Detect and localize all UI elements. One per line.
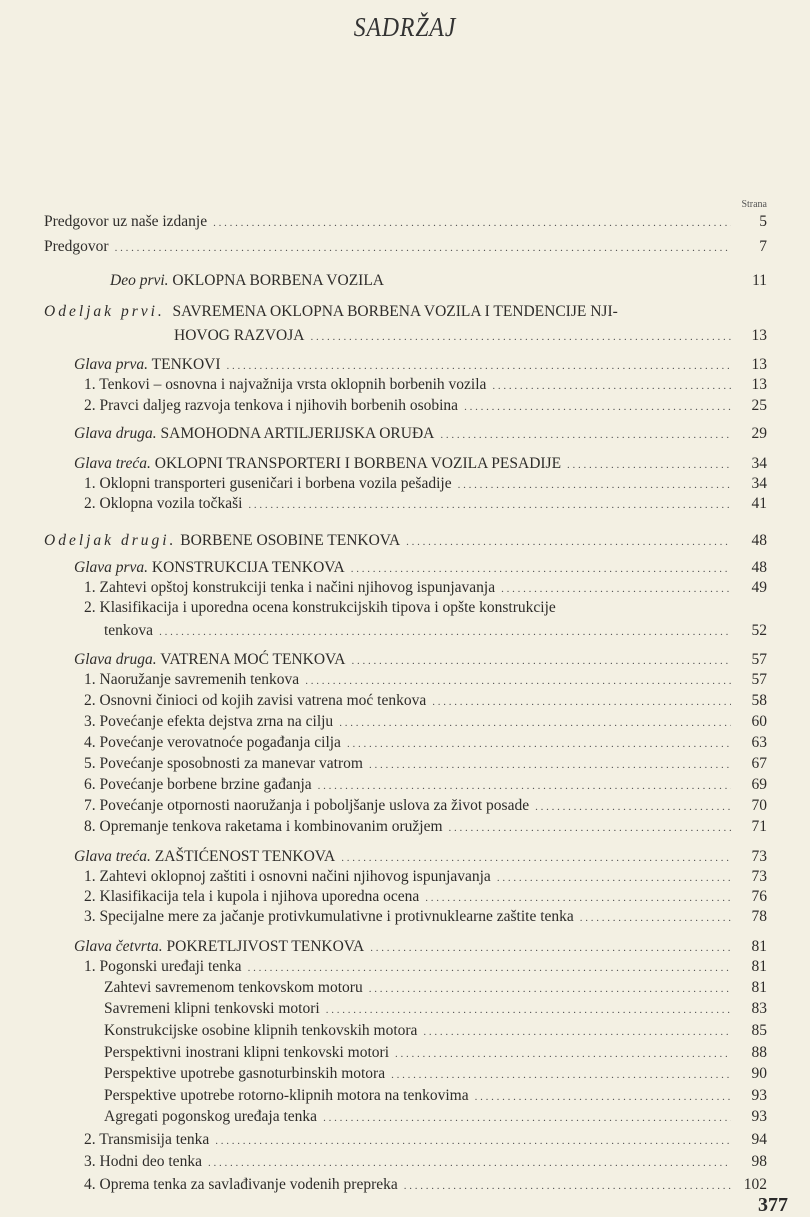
dot-leader (567, 457, 731, 473)
dot-leader (580, 910, 731, 926)
toc-title: SADRŽAJ (353, 12, 457, 42)
entry-page: 94 (751, 1131, 767, 1148)
entry-label: 4. Oprema tenka za savlađivanje vodenih prepreka (84, 1176, 398, 1193)
entry-page: 60 (751, 713, 767, 730)
toc-part[interactable] (110, 270, 767, 290)
chapter-title: VATRENA MOĆ TENKOVA (160, 651, 346, 668)
section-title: BORBENE OSOBINE TENKOVA (180, 532, 401, 549)
entry-page: 83 (751, 1000, 767, 1017)
entry-page: 11 (752, 272, 767, 289)
dot-leader (370, 940, 731, 956)
entry-label: 3. Povećanje efekta dejstva zrna na cilju (84, 713, 334, 730)
entry-page: 102 (743, 1176, 767, 1193)
toc-entry[interactable] (84, 753, 767, 773)
dot-leader (406, 534, 731, 550)
toc-entry[interactable] (84, 690, 767, 710)
chapter-entry[interactable] (74, 453, 767, 473)
dot-leader (115, 240, 731, 256)
dot-leader (497, 870, 731, 886)
entry-page: 41 (751, 495, 767, 512)
dot-leader (501, 581, 731, 597)
dot-leader (326, 1002, 731, 1018)
entry-page: 49 (751, 579, 767, 596)
entry-page: 25 (751, 397, 767, 414)
entry-label: 2. Osnovni činioci od kojih zavisi vatrena moć tenkova (84, 692, 427, 709)
section-prefix: Odeljak drugi. (44, 532, 177, 549)
entry-label: 1. Pogonski uređaji tenka (84, 958, 242, 975)
entry-page: 81 (751, 938, 767, 955)
dot-leader (213, 215, 731, 231)
toc-entry[interactable] (84, 577, 767, 597)
toc-entry[interactable] (44, 236, 767, 256)
entry-label: 1. Zahtevi oklopnoj zaštiti i osnovni načini njihovog ispunjavanja (84, 868, 491, 885)
section-title-line1: SAVREMENA OKLOPNA BORBENA VOZILA I TENDENCIJE NJI- (172, 303, 618, 320)
entry-page: 13 (751, 327, 767, 344)
entry-page: 78 (751, 908, 767, 925)
entry-label: Predgovor (44, 238, 109, 255)
entry-page: 88 (751, 1044, 767, 1061)
toc-entry[interactable] (174, 325, 767, 345)
entry-page: 58 (751, 692, 767, 709)
dot-leader (351, 653, 731, 669)
entry-label: 2. Klasifikacija tela i kupola i njihova uporedna ocena (84, 888, 420, 905)
dot-leader (248, 497, 731, 513)
chapter-prefix: Glava druga. (74, 425, 157, 442)
section-heading[interactable] (44, 530, 767, 550)
entry-page: 63 (751, 734, 767, 751)
entry-page: 73 (751, 848, 767, 865)
entry-page: 29 (751, 425, 767, 442)
entry-label: Savremeni klipni tenkovski motori (104, 1000, 320, 1017)
entry-label: 1. Tenkovi – osnovna i najvažnija vrsta oklopnih borbenih vozila (84, 376, 487, 393)
dot-leader (395, 1046, 731, 1062)
entry-label: 1. Naoružanje savremenih tenkova (84, 671, 300, 688)
chapter-entry[interactable] (74, 649, 767, 669)
entry-label: Agregati pogonskog uređaja tenka (104, 1108, 318, 1125)
entry-label: 5. Povećanje sposobnosti za manevar vatrom (84, 755, 363, 772)
dot-leader (432, 694, 731, 710)
dot-leader (318, 778, 731, 794)
entry-label: 3. Specijalne mere za jačanje protivkumulativne i protivnuklearne zaštite tenka (84, 908, 574, 925)
toc-entry[interactable] (84, 374, 767, 394)
dot-leader (535, 799, 731, 815)
entry-label: 2. Transmisija tenka (84, 1131, 210, 1148)
dot-leader (323, 1110, 731, 1126)
dot-leader (440, 427, 731, 443)
toc-entry[interactable] (84, 795, 767, 815)
entry-label: 7. Povećanje otpornosti naoružanja i poboljšanje uslova za život posade (84, 797, 530, 814)
entry-label: Perspektivni inostrani klipni tenkovski motori (104, 1044, 390, 1061)
section-prefix: Odeljak prvi. (44, 303, 165, 320)
toc-entry[interactable] (84, 816, 767, 836)
dot-leader (248, 960, 731, 976)
toc-entry[interactable] (84, 886, 767, 906)
toc-entry[interactable] (84, 493, 767, 513)
entry-page: 13 (751, 356, 767, 373)
dot-leader (227, 358, 731, 374)
chapter-title: OKLOPNI TRANSPORTERI I BORBENA VOZILA PESADIJE (154, 455, 562, 472)
chapter-prefix: Glava prva. (74, 559, 149, 576)
toc-entry[interactable] (104, 1085, 767, 1105)
toc-entry[interactable] (104, 1106, 767, 1126)
page-column-label: Strana (741, 199, 767, 210)
dot-leader (351, 561, 731, 577)
dot-leader (475, 1089, 731, 1105)
entry-page: 85 (751, 1022, 767, 1039)
chapter-prefix: Glava četvrta. (74, 938, 163, 955)
dot-leader (464, 399, 731, 415)
entry-page: 34 (751, 475, 767, 492)
entry-page: 69 (751, 776, 767, 793)
entry-page: 48 (751, 532, 767, 549)
entry-label: 1. Zahtevi opštoj konstrukciji tenka i načini njihovog ispunjavanja (84, 579, 496, 596)
chapter-entry[interactable] (74, 557, 767, 577)
toc-entry[interactable] (104, 977, 767, 997)
entry-page: 71 (751, 818, 767, 835)
toc-entry[interactable] (104, 620, 767, 640)
entry-label-line1[interactable]: 2. Klasifikacija i uporedna ocena konstrukcijskih tipova i opšte konstrukcije (84, 599, 556, 616)
toc-entry[interactable] (84, 732, 767, 752)
dot-leader (449, 820, 731, 836)
entry-page: 13 (751, 376, 767, 393)
toc-entry[interactable] (84, 669, 767, 689)
entry-page: 90 (751, 1065, 767, 1082)
dot-leader (341, 850, 731, 866)
entry-page: 70 (751, 797, 767, 814)
entry-label: 3. Hodni deo tenka (84, 1153, 202, 1170)
chapter-prefix: Glava druga. (74, 651, 157, 668)
chapter-entry[interactable] (74, 423, 767, 443)
toc-entry[interactable] (84, 1129, 767, 1149)
dot-leader (310, 329, 731, 345)
entry-page: 52 (751, 622, 767, 639)
dot-leader (347, 736, 731, 752)
dot-leader (215, 1133, 731, 1149)
dot-leader (425, 890, 731, 906)
dot-leader (159, 624, 731, 640)
chapter-prefix: Glava treća. (74, 848, 151, 865)
entry-label: Perspektive upotrebe rotorno-klipnih motora na tenkovima (104, 1087, 469, 1104)
dot-leader (369, 757, 731, 773)
dot-leader (339, 715, 731, 731)
chapter-entry[interactable] (74, 354, 767, 374)
dot-leader (423, 1024, 731, 1040)
toc-entry[interactable] (84, 1174, 767, 1194)
entry-label: Zahtevi savremenom tenkovskom motoru (104, 979, 363, 996)
entry-page: 81 (751, 979, 767, 996)
entry-page: 67 (751, 755, 767, 772)
entry-page: 81 (751, 958, 767, 975)
toc-entry[interactable] (84, 1151, 767, 1171)
chapter-title: ZAŠTIĆENOST TENKOVA (154, 848, 336, 865)
toc-entry[interactable] (84, 956, 767, 976)
entry-label: 4. Povećanje verovatnoće pogađanja cilja (84, 734, 341, 751)
part-prefix: Deo prvi. (110, 272, 169, 289)
dot-leader (404, 1178, 731, 1194)
entry-label: Perspektive upotrebe gasnoturbinskih motora (104, 1065, 386, 1082)
page-number: 377 (758, 1194, 788, 1216)
section-heading[interactable] (44, 303, 618, 321)
chapter-entry[interactable] (74, 936, 767, 956)
entry-page: 5 (759, 213, 767, 230)
chapter-title: POKRETLJIVOST TENKOVA (166, 938, 365, 955)
entry-label: 2. Oklopna vozila točkaši (84, 495, 243, 512)
entry-page: 73 (751, 868, 767, 885)
entry-label: 6. Povećanje borbene brzine gađanja (84, 776, 312, 793)
entry-page: 34 (751, 455, 767, 472)
entry-label: 2. Pravci daljeg razvoja tenkova i njihovih borbenih osobina (84, 397, 459, 414)
dot-leader (492, 378, 731, 394)
entry-page: 57 (751, 651, 767, 668)
dot-leader (458, 477, 731, 493)
chapter-prefix: Glava treća. (74, 455, 151, 472)
entry-label: 8. Opremanje tenkova raketama i kombinovanim oružjem (84, 818, 443, 835)
toc-entry[interactable] (84, 395, 767, 415)
entry-label: Predgovor uz naše izdanje (44, 213, 208, 230)
toc-entry[interactable] (84, 473, 767, 493)
dot-leader (369, 981, 731, 997)
chapter-title: SAMOHODNA ARTILJERIJSKA ORUĐA (160, 425, 435, 442)
entry-label: Konstrukcijske osobine klipnih tenkovskih motora (104, 1022, 418, 1039)
chapter-title: KONSTRUKCIJA TENKOVA (151, 559, 345, 576)
entry-page: 48 (751, 559, 767, 576)
toc-entry[interactable] (104, 1042, 767, 1062)
entry-label-line2: tenkova (104, 622, 154, 639)
entry-label: 1. Oklopni transporteri guseničari i borbena vozila pešadije (84, 475, 452, 492)
entry-page: 93 (751, 1087, 767, 1104)
toc-entry[interactable] (84, 711, 767, 731)
toc-entry[interactable] (84, 906, 767, 926)
chapter-title: TENKOVI (151, 356, 221, 373)
dot-leader (391, 1067, 731, 1083)
entry-page: 7 (759, 238, 767, 255)
entry-page: 76 (751, 888, 767, 905)
toc-entry[interactable] (104, 1063, 767, 1083)
toc-entry[interactable] (84, 774, 767, 794)
section-title-line2: HOVOG RAZVOJA (174, 327, 305, 344)
toc-entry[interactable] (84, 866, 767, 886)
dot-leader (305, 673, 731, 689)
part-label (110, 272, 384, 290)
dot-leader (208, 1155, 731, 1171)
toc-entry[interactable] (44, 211, 767, 231)
toc-entry[interactable] (104, 998, 767, 1018)
chapter-entry[interactable] (74, 846, 767, 866)
entry-page: 93 (751, 1108, 767, 1125)
part-title: OKLOPNA BORBENA VOZILA (172, 272, 384, 289)
chapter-prefix: Glava prva. (74, 356, 149, 373)
toc-entry[interactable] (104, 1020, 767, 1040)
entry-page: 57 (751, 671, 767, 688)
entry-page: 98 (751, 1153, 767, 1170)
